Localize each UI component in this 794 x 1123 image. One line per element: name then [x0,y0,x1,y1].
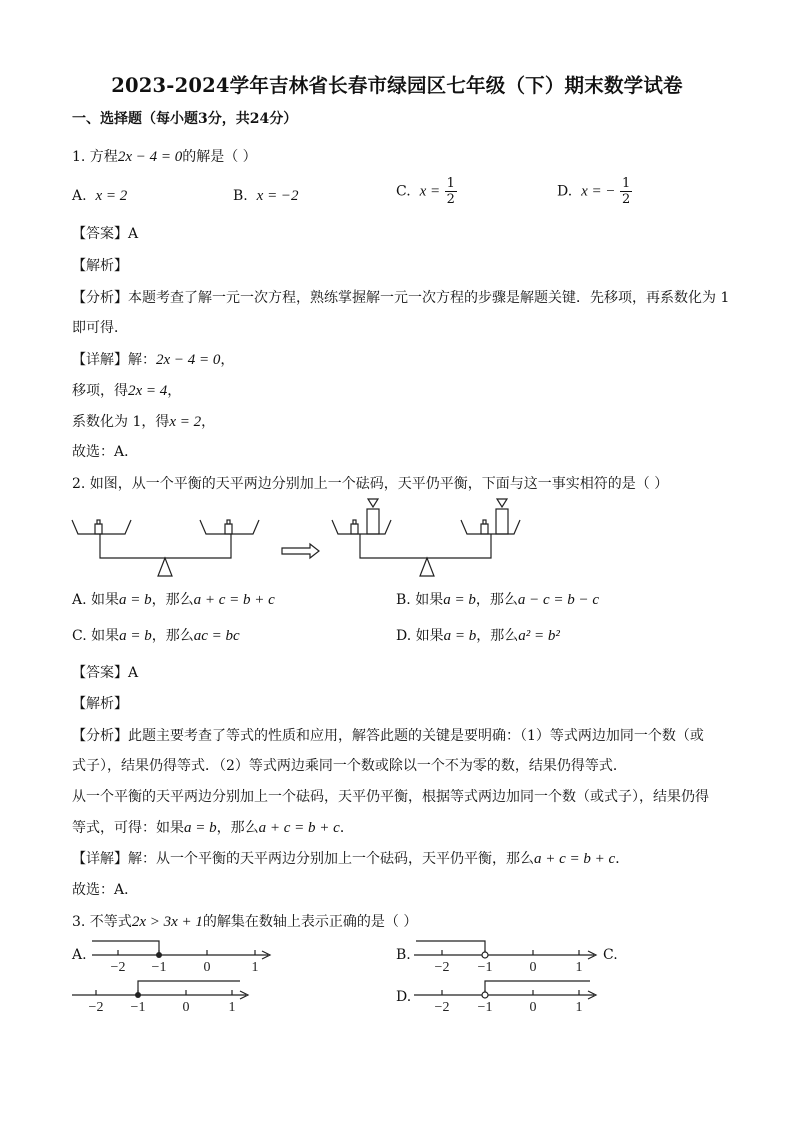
detail-text: 【详解】解：从一个平衡的天平两边分别加上一个砝码，天平仍平衡，那么 [72,851,534,867]
closed-dot [135,992,141,998]
closed-dot [156,952,162,958]
solution-ray [485,981,590,992]
balance-figure [70,496,530,584]
detail-label: 【详解】解： [72,352,156,368]
option-math: a = b [119,628,152,644]
punct: ， [167,383,182,399]
option-text: D. 如果 [396,628,444,644]
option-text: C. 如果 [72,628,120,644]
tick-label: 1 [575,960,583,975]
number-line-b [412,935,602,975]
option-math: x = −2 [256,188,299,204]
weight-icon [481,524,488,534]
down-triangle-icon [497,499,507,507]
weight-icon [351,524,358,534]
q1-stem [72,146,257,166]
option-math: a = b [443,592,476,608]
tick-label: 0 [529,1000,537,1015]
solution-ray [416,941,485,952]
q3-stem [72,911,417,931]
option-math: x = 2 [95,188,128,204]
q2-analysis-line-1: 【分析】此题主要考查了等式的性质和应用，解答此题的关键是要明确：（1）等式两边加同一个数（或 [72,728,704,744]
balance-after [332,499,520,576]
option-text: ，那么 [151,628,194,644]
fraction [445,176,457,207]
q1-equation: 2x − 4 = 0 [117,149,183,165]
analysis-math: a = b [184,820,217,836]
weight-knob-icon [353,520,356,524]
q1-detail [72,349,234,369]
option-math: x = [419,183,441,200]
right-arrow-icon [282,544,319,558]
down-triangle-icon [368,499,378,507]
option-label: A. [72,188,87,204]
punct: ． [339,820,354,836]
weight-knob-icon [227,520,230,524]
option-math: a = b [443,628,477,644]
page-title: 2023-2024学年吉林省长春市绿园区七年级（下）期末数学试卷 [111,74,683,97]
q2-analysis-line-3: 从一个平衡的天平两边分别加上一个砝码，天平仍平衡，根据等式两边加同一个数（或式子），结果仍得 [72,789,709,805]
q1-step-1 [72,380,181,400]
q1-stem-tail: 的解是（ ） [182,149,257,165]
option-text: B. 如果 [396,592,444,608]
q1-option-b [233,188,299,205]
tick-label: −1 [151,960,167,975]
q2-analysis-line-2: 式子），结果仍得等式．（2）等式两边乘同一个数或除以一个不为零的数，结果仍得等式． [72,758,627,774]
fraction [620,176,632,207]
q2-analysis-line-4 [72,817,354,837]
punct: ． [615,851,630,867]
tick-label: −1 [477,960,493,975]
tick-label: 1 [251,960,259,975]
q2-analysis-heading: 【解析】 [72,696,128,712]
step-text: 移项，得 [72,383,128,399]
q1-stem-text: 1. 方程 [72,149,118,165]
option-math: ac = bc [193,628,240,644]
tick-label: −2 [110,960,126,975]
balance-before [72,520,259,576]
step-text: 系数化为 1，得 [72,414,170,430]
option-label: C. [396,183,411,200]
tick-label: 0 [529,960,537,975]
tick-label: 0 [182,1000,190,1015]
option-text: A. 如果 [72,592,120,608]
punct: ， [201,414,216,430]
added-weight-icon [367,509,379,534]
section-heading: 一、选择题（每小题3分，共24分） [72,111,298,127]
option-math: a² = b² [518,628,560,644]
number-line-c [70,975,260,1017]
q2-stem: 2. 如图，从一个平衡的天平两边分别加上一个砝码，天平仍平衡，下面与这一事实相符的是（ ） [72,476,669,492]
numerator: 1 [621,176,631,191]
option-text: ，那么 [476,628,519,644]
analysis-text: ，那么 [216,820,259,836]
q2-detail [72,848,629,868]
fulcrum-icon [420,558,434,576]
number-line-d [412,975,602,1017]
open-dot [482,952,488,958]
tick-label: −2 [434,960,450,975]
q3-option-b-label: B. [396,947,411,963]
q2-option-a [72,589,275,609]
tick-label: 1 [228,1000,236,1015]
q1-analysis-line-2: 即可得． [72,320,128,336]
q2-option-b [396,589,599,609]
left-pan [332,520,391,534]
tick-label: −2 [88,1000,104,1015]
analysis-text: 等式，可得：如果 [72,820,184,836]
added-weight-icon [496,509,508,534]
numerator: 1 [446,176,455,191]
punct: ， [220,352,235,368]
option-math: a − c = b − c [517,592,600,608]
weight-icon [95,524,102,534]
q1-analysis-line-1: 【分析】本题考查了解一元一次方程，熟练掌握解一元一次方程的步骤是解题关键．先移项，再系数化为 1 [72,290,730,306]
number-line-a [90,935,280,975]
option-label: B. [233,188,248,204]
q3-option-a-label: A. [72,947,87,963]
tick-label: 0 [203,960,211,975]
q2-answer: 【答案】A [72,665,139,681]
tick-label: −1 [130,1000,146,1015]
solution-ray [138,981,240,995]
q3-inequality: 2x > 3x + 1 [131,914,203,930]
weight-icon [225,524,232,534]
option-label: D. [557,183,573,200]
open-dot [482,992,488,998]
option-text: ，那么 [151,592,194,608]
fulcrum-icon [158,558,172,576]
denominator: 2 [621,192,631,207]
detail-math: a + c = b + c [534,851,616,867]
step-equation: 2x = 4 [128,383,168,399]
beam [100,534,231,558]
option-math: a = b [119,592,152,608]
analysis-math: a + c = b + c [258,820,340,836]
q3-option-d-label: D. [396,989,412,1005]
q1-choice: 故选：A． [72,444,139,460]
q2-choice: 故选：A． [72,882,139,898]
denominator: 2 [446,192,455,207]
tick-label: 1 [575,1000,583,1015]
detail-equation: 2x − 4 = 0 [156,352,221,368]
option-text: ，那么 [475,592,518,608]
option-math: x = − [581,183,616,200]
right-pan [461,520,520,534]
q3-stem-tail: 的解集在数轴上表示正确的是（ ） [202,914,418,930]
weight-knob-icon [97,520,100,524]
weight-knob-icon [483,520,486,524]
option-math: a + c = b + c [193,592,275,608]
q1-analysis-heading: 【解析】 [72,258,128,274]
q2-option-c [72,625,240,645]
q2-option-d [396,625,560,645]
q1-option-a [72,188,127,205]
beam [360,534,491,558]
q3-option-c-label: C. [603,947,618,963]
q1-step-2 [72,411,215,431]
tick-label: −2 [434,1000,450,1015]
q3-stem-text: 3. 不等式 [72,914,132,930]
step-equation: x = 2 [169,414,202,430]
q1-answer: 【答案】A [72,226,139,242]
q1-option-d [557,176,632,207]
solution-ray [92,941,159,955]
tick-label: −1 [477,1000,493,1015]
q1-option-c [396,176,457,207]
